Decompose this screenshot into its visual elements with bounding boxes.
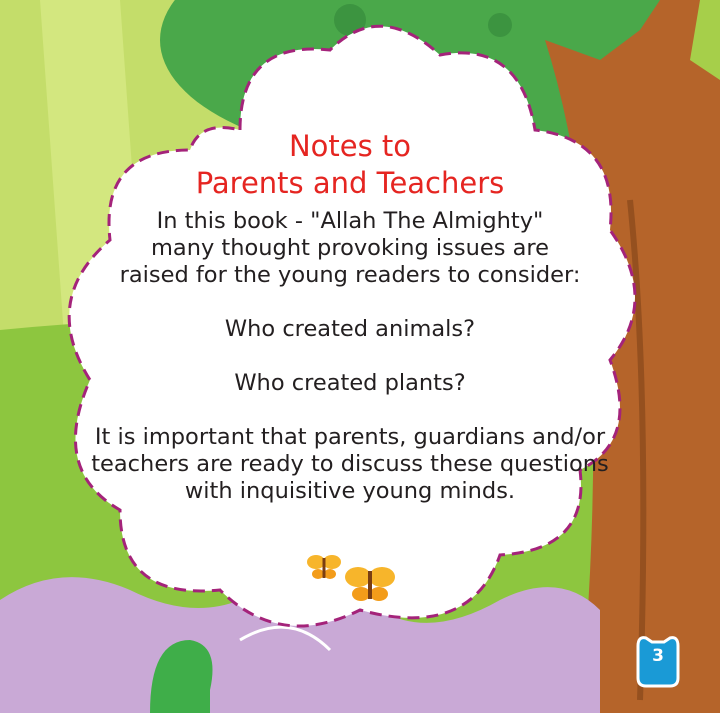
intro-paragraph: [70, 208, 630, 289]
question-animals: Who created animals?: [224, 316, 476, 342]
closing-line-2: teachers are ready to discuss these questions: [91, 451, 609, 477]
bush-dot: [488, 13, 512, 37]
intro-line-2: many thought provoking issues are: [151, 235, 549, 261]
butterfly-icon: [345, 567, 395, 601]
title: [70, 128, 630, 202]
page-number-badge-icon: [632, 632, 684, 688]
title-line-2: Parents and Teachers: [195, 166, 505, 200]
closing-paragraph: [70, 424, 630, 505]
intro-line-3: raised for the young readers to consider:: [119, 262, 581, 288]
closing-line-3: with inquisitive young minds.: [184, 478, 516, 504]
question-plants: Who created plants?: [234, 370, 466, 396]
notes-text: [70, 128, 630, 505]
title-line-1: Notes to: [288, 129, 412, 163]
page-number: 3: [652, 646, 664, 666]
closing-line-1: It is important that parents, guardians and/or: [94, 424, 606, 450]
intro-line-1: In this book - "Allah The Almighty": [156, 208, 544, 234]
